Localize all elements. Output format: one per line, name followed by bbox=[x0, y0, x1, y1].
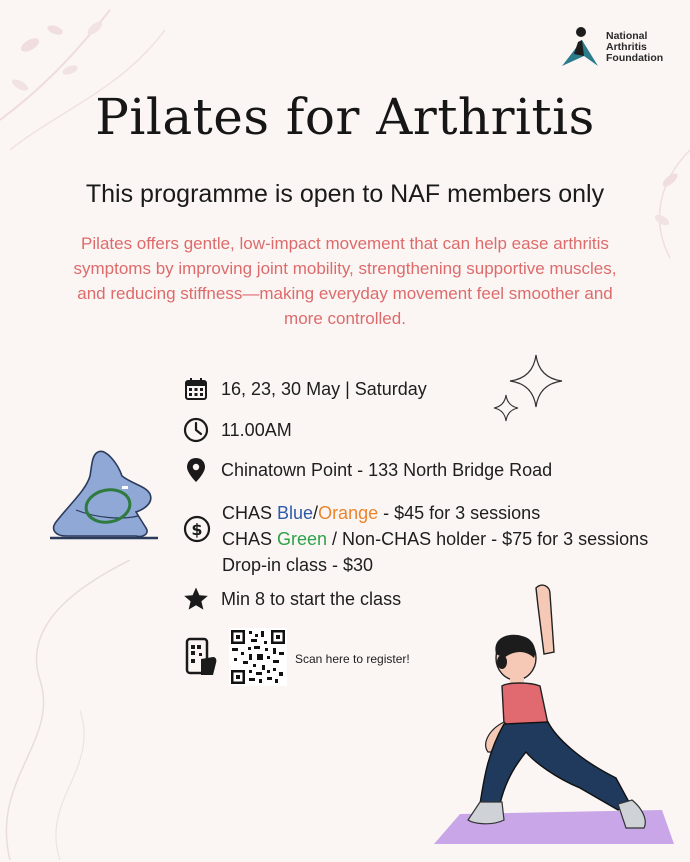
register-row bbox=[183, 628, 410, 690]
clock-icon bbox=[183, 417, 209, 443]
pricing-block bbox=[222, 500, 648, 578]
sparkle-icon bbox=[488, 350, 568, 430]
page-title: Pilates for Arthritis bbox=[95, 88, 595, 146]
phone-scan-icon bbox=[183, 637, 219, 681]
pricing-75-text: / Non-CHAS holder - $75 for 3 sessions bbox=[327, 529, 649, 549]
time-text: 11.00AM bbox=[221, 419, 292, 440]
time-row bbox=[183, 417, 292, 443]
logo-line-1: National bbox=[606, 29, 648, 42]
pricing-chas-label: CHAS bbox=[222, 503, 278, 523]
swirl-decoration-bottom-left bbox=[0, 560, 200, 862]
chas-blue-label: Blue bbox=[277, 503, 314, 523]
pricing-slash: / bbox=[313, 503, 319, 523]
lunge-pose-illustration bbox=[430, 582, 680, 852]
location-text: Chinatown Point - 133 North Bridge Road bbox=[221, 459, 553, 480]
chas-green-label: Green bbox=[277, 529, 328, 549]
pricing-line-blue-orange bbox=[222, 500, 648, 526]
pricing-line-green bbox=[222, 526, 648, 552]
naf-logo bbox=[560, 26, 663, 68]
pilates-ring-illustration bbox=[46, 446, 164, 544]
svg-text:$: $ bbox=[191, 520, 203, 539]
qr-code[interactable] bbox=[229, 628, 287, 690]
date-row bbox=[183, 376, 427, 402]
pricing-chas-label-2: CHAS bbox=[222, 529, 278, 549]
date-text: 16, 23, 30 May | Saturday bbox=[221, 378, 427, 399]
logo-line-3: Foundation bbox=[606, 51, 664, 64]
page-subtitle: This programme is open to NAF members only bbox=[85, 180, 605, 208]
star-icon bbox=[183, 586, 209, 612]
minimum-row bbox=[183, 586, 401, 612]
minimum-text: Min 8 to start the class bbox=[221, 588, 402, 609]
chas-orange-label: Orange bbox=[318, 503, 379, 523]
pricing-45-text: - $45 for 3 sessions bbox=[378, 503, 541, 523]
pricing-drop-in: Drop-in class - $30 bbox=[222, 555, 374, 575]
programme-description: Pilates offers gentle, low-impact movement that can help ease arthritis symptoms by improving joint mobility, strengthening supportive muscles, and reducing stiffness—making everyday movement feel smoother and more controlled. bbox=[73, 234, 617, 328]
dollar-icon bbox=[183, 515, 209, 541]
location-row bbox=[183, 457, 552, 483]
logo-line-2: Arthritis bbox=[606, 40, 647, 53]
naf-logo-icon bbox=[560, 26, 600, 68]
scan-to-register-label: Scan here to register! bbox=[295, 652, 410, 666]
calendar-icon bbox=[183, 376, 209, 402]
location-pin-icon bbox=[183, 457, 209, 483]
